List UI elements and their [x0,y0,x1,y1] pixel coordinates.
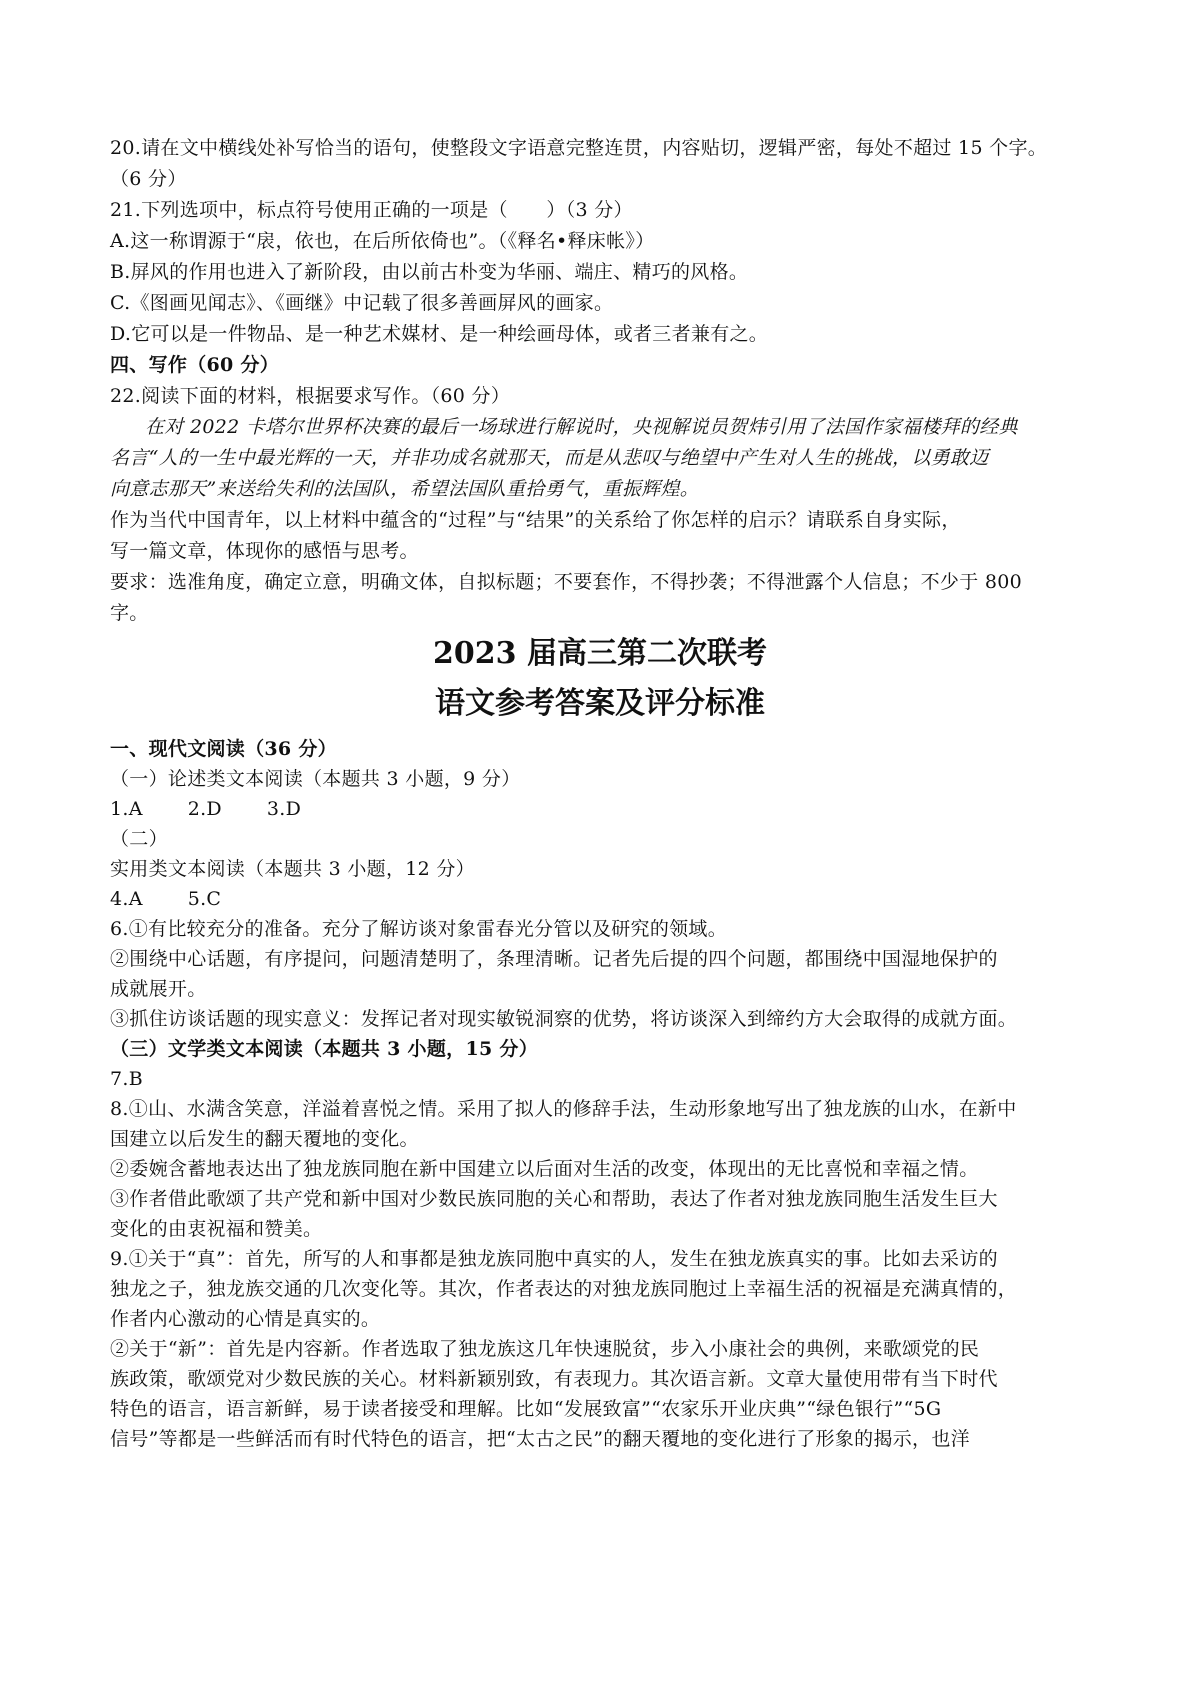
q9-line-7: 信号”等都是一些鲜活而有时代特色的语言，把“太古之民”的翻天覆地的变化进行了形象的揭示，也洋 [110,1428,970,1450]
part-2-heading: 实用类文本阅读（本题共 3 小题，12 分） [110,858,475,880]
part-3-heading: （三）文学类文本阅读（本题共 3 小题，15 分） [110,1038,539,1060]
q21-option-b: B.屏风的作用也进入了新阶段，由以前古朴变为华丽、端庄、精巧的风格。 [110,261,749,283]
q7-answer: 7.B [110,1068,143,1090]
q6-line-1: 6.①有比较充分的准备。充分了解访谈对象雷春光分管以及研究的领域。 [110,918,728,940]
q6-line-4: ③抓住访谈话题的现实意义：发挥记者对现实敏锐洞察的优势，将访谈深入到缔约方大会取得的成就方面。 [110,1008,1018,1030]
q22-requirement-line-1: 要求：选准角度，确定立意，明确文体，自拟标题；不要套作，不得抄袭；不得泄露个人信息；不少于 800 [110,571,1023,593]
q9-line-2: 独龙之子，独龙族交通的几次变化等。其次，作者表达的对独龙族同胞过上幸福生活的祝福是充满真情的， [110,1278,1018,1300]
q22-material-line-3: 向意志那天”来送给失利的法国队，希望法国队重拾勇气，重振辉煌。 [110,478,700,500]
part-1-answers: 1.A 2.D 3.D [110,798,302,820]
q9-line-3: 作者内心激动的心情是真实的。 [110,1308,381,1330]
q8-line-1: 8.①山、水满含笑意，洋溢着喜悦之情。采用了拟人的修辞手法，生动形象地写出了独龙族的山水，在新中 [110,1098,1017,1120]
q8-line-4: ③作者借此歌颂了共产党和新中国对少数民族同胞的关心和帮助，表达了作者对独龙族同胞生活发生巨大 [110,1188,998,1210]
q22-prompt-line-2: 写一篇文章，体现你的感悟与思考。 [110,540,419,562]
q6-line-3: 成就展开。 [110,978,207,1000]
q21-stem: 21.下列选项中，标点符号使用正确的一项是（ ）（3 分） [110,199,633,221]
q21-option-a: A.这一称谓源于“扆，依也，在后所依倚也”。（《释名•释床帐》） [110,230,655,252]
answer-key-title-1: 2023 届高三第二次联考 [433,636,767,671]
q9-line-4: ②关于“新”：首先是内容新。作者选取了独龙族这几年快速脱贫，步入小康社会的典例，来歌颂党的民 [110,1338,980,1360]
q6-line-2: ②围绕中心话题，有序提问，问题清楚明了，条理清晰。记者先后提的四个问题，都围绕中国湿地保护的 [110,948,998,970]
section-1-heading: 一、现代文阅读（36 分） [110,738,337,760]
q9-line-5: 族政策，歌颂党对少数民族的关心。材料新颖别致，有表现力。其次语言新。文章大量使用带有当下时代 [110,1368,998,1390]
q22-material-line-2: 名言“人的一生中最光辉的一天，并非功成名就那天，而是从悲叹与绝望中产生对人生的挑战，以勇敢迈 [110,447,989,469]
q8-line-3: ②委婉含蓄地表达出了独龙族同胞在新中国建立以后面对生活的改变，体现出的无比喜悦和幸福之情。 [110,1158,979,1180]
q22-stem: 22.阅读下面的材料，根据要求写作。（60 分） [110,385,511,407]
q20-line-2: （6 分） [110,168,187,190]
q22-requirement-line-2: 字。 [110,602,149,624]
section-writing-heading: 四、写作（60 分） [110,354,280,376]
q8-line-5: 变化的由衷祝福和赞美。 [110,1218,323,1240]
q22-material-line-1: 在对 2022 卡塔尔世界杯决赛的最后一场球进行解说时，央视解说员贺炜引用了法国作家福楼拜的经典 [145,416,1018,438]
part-2-label: （二） [110,828,168,850]
q22-prompt-line-1: 作为当代中国青年，以上材料中蕴含的“过程”与“结果”的关系给了你怎样的启示？请联系自身实际， [110,509,961,531]
answer-key-title-2: 语文参考答案及评分标准 [435,686,765,721]
q8-line-2: 国建立以后发生的翻天覆地的变化。 [110,1128,419,1150]
q20-line-1: 20.请在文中横线处补写恰当的语句，使整段文字语意完整连贯，内容贴切，逻辑严密，每处不超过 15 个字。 [110,137,1048,159]
part-1-heading: （一）论述类文本阅读（本题共 3 小题，9 分） [110,768,521,790]
q9-line-6: 特色的语言，语言新鲜，易于读者接受和理解。比如“发展致富”“农家乐开业庆典”“绿色银行”“5G [110,1398,942,1420]
q9-line-1: 9.①关于“真”：首先，所写的人和事都是独龙族同胞中真实的人，发生在独龙族真实的事。比如去采访的 [110,1248,998,1270]
q21-option-c: C.《图画见闻志》、《画继》中记载了很多善画屏风的画家。 [110,292,614,314]
part-2-answers: 4.A 5.C [110,888,222,910]
q21-option-d: D.它可以是一件物品、是一种艺术媒材、是一种绘画母体，或者三者兼有之。 [110,323,769,345]
